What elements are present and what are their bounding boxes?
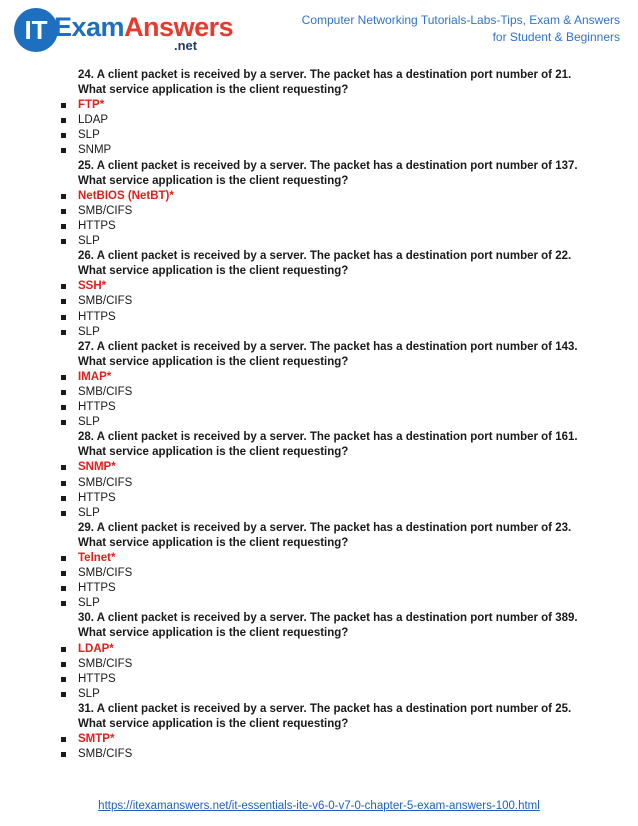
question-prompt: What service application is the client requesting? (78, 84, 349, 97)
question-prompt: What service application is the client requesting? (78, 174, 349, 187)
square-bullet-icon (61, 692, 66, 697)
square-bullet-icon (61, 148, 66, 153)
logo-word-accent: Answers (124, 12, 234, 42)
square-bullet-icon (61, 737, 66, 742)
question-prompt: What service application is the client requesting? (78, 718, 349, 731)
site-tagline (280, 12, 620, 46)
answer-option (60, 657, 620, 672)
answer-option-label: HTTPS (78, 310, 116, 323)
square-bullet-icon (61, 420, 66, 425)
square-bullet-icon (61, 677, 66, 682)
answer-option-label: SLP (78, 129, 100, 142)
logo-word-main: Exam (54, 12, 125, 42)
answer-option-label: SLP (78, 597, 100, 610)
question-block (60, 611, 620, 702)
answer-option-label: SSH* (78, 280, 107, 293)
answer-option-label: HTTPS (78, 672, 116, 685)
square-bullet-icon (61, 571, 66, 576)
square-bullet-icon (61, 465, 66, 470)
answer-option-label: SNMP (78, 144, 112, 157)
answer-option-correct (60, 98, 620, 113)
answer-option (60, 672, 620, 687)
answer-option-label: HTTPS (78, 491, 116, 504)
question-text: 29. A client packet is received by a server. The packet has a destination port number of 23. (78, 521, 572, 534)
answer-option-label: FTP* (78, 99, 105, 112)
answer-option-correct (60, 189, 620, 204)
square-bullet-icon (61, 481, 66, 486)
question-text: 24. A client packet is received by a server. The packet has a destination port number of 21. (78, 69, 572, 81)
answer-option-label: SMB/CIFS (78, 476, 133, 489)
square-bullet-icon (61, 752, 66, 757)
square-bullet-icon (61, 647, 66, 652)
answer-option-label: LDAP (78, 114, 109, 127)
answer-option-correct (60, 460, 620, 475)
answer-option-label: SMB/CIFS (78, 204, 133, 217)
answer-option (60, 400, 620, 415)
answer-option (60, 476, 620, 491)
square-bullet-icon (61, 224, 66, 229)
page-url-link[interactable]: https://itexamanswers.net/it-essentials-ite-v6-0-v7-0-chapter-5-exam-answers-100.html (98, 800, 540, 812)
question-text: 30. A client packet is received by a server. The packet has a destination port number of 389. (78, 612, 578, 625)
site-logo[interactable] (14, 6, 234, 56)
answer-option-label: SLP (78, 687, 100, 700)
answer-option-label: SMB/CIFS (78, 385, 133, 398)
question-prompt: What service application is the client requesting? (78, 627, 349, 640)
logo-suffix: .net (174, 38, 198, 53)
answer-option (60, 415, 620, 430)
question-block (60, 340, 620, 431)
question-block (60, 68, 620, 159)
answer-option (60, 128, 620, 143)
square-bullet-icon (61, 556, 66, 561)
question-prompt: What service application is the client requesting? (78, 355, 349, 368)
answer-option-label: SMB/CIFS (78, 567, 133, 580)
square-bullet-icon (61, 662, 66, 667)
answer-option (60, 310, 620, 325)
answer-option-label: SMTP* (78, 733, 115, 746)
answer-option-label: SMB/CIFS (78, 657, 133, 670)
question-block (60, 702, 620, 762)
answer-option (60, 219, 620, 234)
square-bullet-icon (61, 405, 66, 410)
question-text: 25. A client packet is received by a server. The packet has a destination port number of 137. (78, 159, 578, 172)
question-text: 28. A client packet is received by a server. The packet has a destination port number of 161. (78, 431, 578, 444)
answer-option-label: Telnet* (78, 552, 116, 564)
answer-option-label: NetBIOS (NetBT)* (78, 189, 174, 202)
answer-option-label: SLP (78, 325, 100, 338)
answer-option (60, 234, 620, 249)
question-prompt: What service application is the client requesting? (78, 446, 349, 459)
question-prompt: What service application is the client requesting? (78, 265, 349, 278)
answer-option (60, 687, 620, 702)
square-bullet-icon (61, 118, 66, 123)
answer-option (60, 143, 620, 158)
tagline-line-1: Computer Networking Tutorials-Labs-Tips, Exam & Answers (301, 13, 620, 27)
square-bullet-icon (61, 299, 66, 304)
tagline-line-2: for Student & Beginners (492, 30, 620, 44)
square-bullet-icon (61, 284, 66, 289)
answer-option-label: LDAP* (78, 642, 114, 655)
question-block (60, 430, 620, 521)
answer-option (60, 113, 620, 128)
square-bullet-icon (61, 103, 66, 108)
square-bullet-icon (61, 496, 66, 501)
logo-badge: IT (14, 8, 58, 52)
answer-option-label: HTTPS (78, 582, 116, 595)
logo-wordmark (54, 12, 233, 43)
question-block (60, 521, 620, 612)
answer-option-label: SLP (78, 235, 100, 248)
question-prompt: What service application is the client requesting? (78, 536, 349, 549)
answer-option-label: IMAP* (78, 370, 112, 383)
square-bullet-icon (61, 239, 66, 244)
question-block (60, 249, 620, 340)
page-header (0, 0, 638, 62)
answer-option (60, 506, 620, 521)
answer-option (60, 491, 620, 506)
square-bullet-icon (61, 315, 66, 320)
answer-option-correct (60, 370, 620, 385)
answer-option-correct (60, 642, 620, 657)
square-bullet-icon (61, 209, 66, 214)
square-bullet-icon (61, 586, 66, 591)
answer-option-label: SNMP* (78, 461, 116, 474)
answer-option-label: SMB/CIFS (78, 295, 133, 308)
answer-option (60, 566, 620, 581)
answer-option-correct (60, 279, 620, 294)
answer-option-correct (60, 732, 620, 747)
answer-option-label: HTTPS (78, 219, 116, 232)
square-bullet-icon (61, 390, 66, 395)
question-text: 31. A client packet is received by a server. The packet has a destination port number of 25. (78, 702, 572, 715)
answer-option-label: HTTPS (78, 401, 116, 414)
question-text: 26. A client packet is received by a server. The packet has a destination port number of 22. (78, 250, 572, 263)
question-list (60, 68, 620, 762)
answer-option (60, 294, 620, 309)
square-bullet-icon (61, 194, 66, 199)
square-bullet-icon (61, 133, 66, 138)
answer-option (60, 747, 620, 762)
answer-option (60, 325, 620, 340)
answer-option (60, 385, 620, 400)
square-bullet-icon (61, 375, 66, 380)
answer-option-label: SMB/CIFS (78, 748, 133, 761)
answer-option (60, 596, 620, 611)
answer-option-label: SLP (78, 416, 100, 429)
square-bullet-icon (61, 511, 66, 516)
answer-option-label: SLP (78, 506, 100, 519)
answer-option (60, 204, 620, 219)
square-bullet-icon (61, 601, 66, 606)
answer-option (60, 581, 620, 596)
question-block (60, 159, 620, 250)
square-bullet-icon (61, 330, 66, 335)
question-text: 27. A client packet is received by a server. The packet has a destination port number of 143. (78, 340, 578, 353)
answer-option-correct (60, 551, 620, 566)
